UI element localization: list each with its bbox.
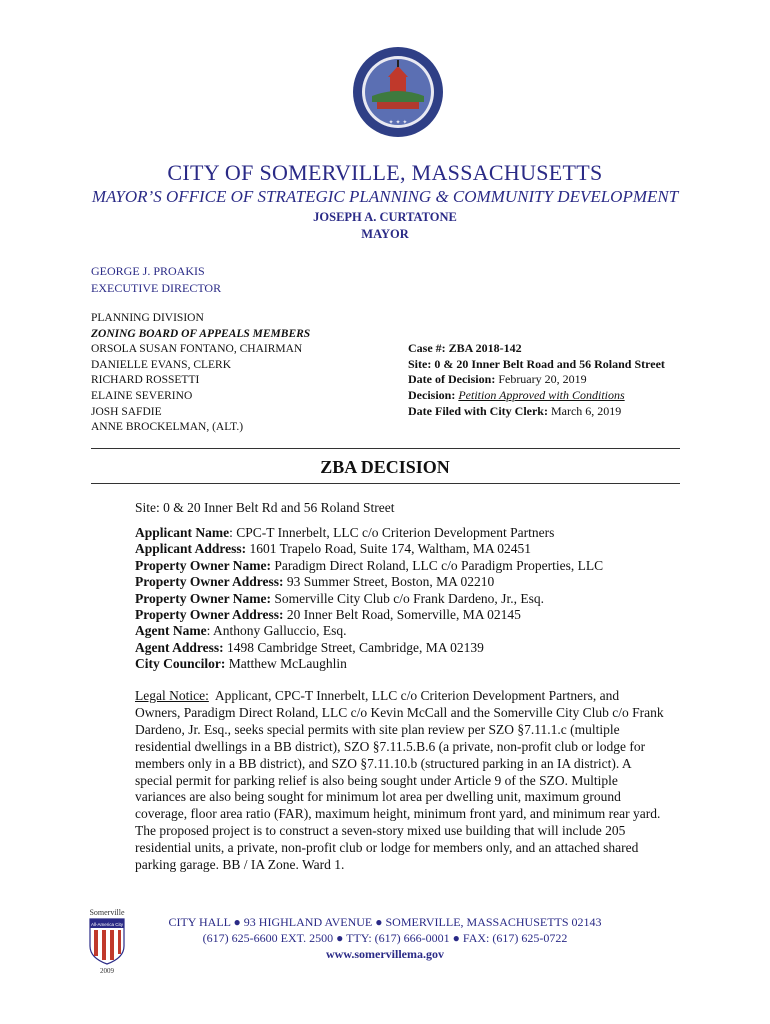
- party-label: Property Owner Name:: [135, 557, 271, 573]
- decision-label: Decision:: [408, 388, 456, 403]
- board-member: ELAINE SEVERINO: [91, 389, 193, 402]
- decision-date-label: Date of Decision:: [408, 372, 496, 387]
- party-label: Agent Address:: [135, 639, 224, 655]
- divider-bottom: [91, 483, 680, 484]
- party-value: Somerville City Club c/o Frank Dardeno, Jr., Esq.: [274, 590, 544, 606]
- decision-date: February 20, 2019: [498, 372, 587, 387]
- party-value: 1601 Trapelo Road, Suite 174, Waltham, MA 02451: [249, 541, 531, 557]
- case-info: [408, 341, 665, 420]
- city-title: CITY OF SOMERVILLE, MASSACHUSETTS: [167, 160, 603, 185]
- parties-block: [135, 525, 603, 673]
- party-row: [135, 591, 603, 607]
- party-separator: :: [229, 525, 237, 540]
- board-heading: ZONING BOARD OF APPEALS MEMBERS: [91, 327, 311, 340]
- director-name: GEORGE J. PROAKIS: [91, 264, 205, 278]
- legal-notice-label: Legal Notice:: [135, 688, 209, 703]
- board-member: RICHARD ROSSETTI: [91, 374, 200, 387]
- footer-website-link[interactable]: www.somervillema.gov: [326, 947, 444, 961]
- party-label: Applicant Name: [135, 525, 230, 540]
- legal-line: coverage, floor area ratio (FAR), maximum height, minimum front yard, and minimum rear yard.: [135, 806, 661, 822]
- party-label: Applicant Address:: [135, 541, 247, 557]
- party-label: Property Owner Address:: [135, 607, 284, 623]
- footer: [0, 914, 770, 962]
- party-label: Property Owner Address:: [135, 574, 284, 590]
- mayor-title: MAYOR: [361, 227, 409, 241]
- decision-value: Petition Approved with Conditions: [458, 388, 625, 403]
- filed-date: March 6, 2019: [550, 403, 622, 418]
- party-value: Matthew McLaughlin: [228, 656, 347, 672]
- party-value: CPC-T Innerbelt, LLC c/o Criterion Development Partners: [236, 525, 555, 540]
- site-value: 0 & 20 Inner Belt Road and 56 Roland Street: [434, 356, 665, 371]
- legal-line: special permit for parking relief is also being sought under Article 9 of the SZO. Multiple: [135, 772, 618, 788]
- party-value: 93 Summer Street, Boston, MA 02210: [286, 574, 495, 590]
- logo-year: 2009: [100, 967, 114, 974]
- legal-line: members only in a BB district), and SZO §7.11.10.b (structured parking in an IA district). A: [135, 755, 632, 771]
- office-title: MAYOR’S OFFICE OF STRATEGIC PLANNING & COMMUNITY DEVELOPMENT: [91, 187, 679, 206]
- svg-text:✦ ✦ ✦: ✦ ✦ ✦: [388, 119, 408, 126]
- party-row: [135, 558, 603, 574]
- party-label: Agent Name: [135, 623, 207, 639]
- legal-notice: [135, 688, 691, 874]
- footer-address: CITY HALL ● 93 HIGHLAND AVENUE ● SOMERVILLE, MASSACHUSETTS 02143: [168, 915, 602, 929]
- site-label: Site:: [408, 356, 432, 371]
- party-value: 20 Inner Belt Road, Somerville, MA 02145: [286, 607, 521, 623]
- legal-line: Applicant, CPC-T Innerbelt, LLC c/o Criterion Development Partners, and: [214, 688, 620, 703]
- board-block: [91, 311, 310, 436]
- site-line: Site: 0 & 20 Inner Belt Rd and 56 Roland Street: [135, 500, 395, 515]
- legal-line: Dardeno, Jr. Esq., seeks special permits with site plan review per SZO §7.11.1.c (multiple: [135, 721, 620, 737]
- case-number: ZBA 2018-142: [448, 341, 522, 355]
- logo-mid-text: All-America City: [90, 922, 124, 927]
- party-row: [135, 623, 603, 639]
- director-title: EXECUTIVE DIRECTOR: [91, 281, 222, 295]
- case-label: Case #:: [408, 341, 446, 355]
- party-value: Anthony Galluccio, Esq.: [213, 623, 347, 639]
- party-label: Property Owner Name:: [135, 590, 271, 606]
- party-row: [135, 607, 603, 623]
- legal-line: parking garage. BB / IA Zone. Ward 1.: [135, 857, 345, 873]
- board-member: ANNE BROCKELMAN, (ALT.): [91, 421, 244, 434]
- legal-line: residential dwellings in a BB district), SZO §7.11.5.B.6 (a private, non-profit club or lodge for: [135, 738, 646, 754]
- filed-label: Date Filed with City Clerk:: [408, 403, 548, 418]
- party-row: [135, 640, 603, 656]
- party-label: City Councilor:: [135, 656, 226, 672]
- mayor-name: JOSEPH A. CURTATONE: [313, 210, 457, 224]
- logo-top-text: Somerville: [89, 908, 125, 917]
- division-label: PLANNING DIVISION: [91, 312, 204, 324]
- legal-line: The proposed project is to construct a seven-story mixed use building that will include 205: [135, 823, 626, 839]
- party-value: Paradigm Direct Roland, LLC c/o Paradigm Properties, LLC: [274, 557, 604, 573]
- party-separator: :: [206, 623, 213, 639]
- party-row: [135, 525, 603, 541]
- party-row: [135, 541, 603, 557]
- board-member: DANIELLE EVANS, CLERK: [91, 358, 232, 371]
- footer-phones: (617) 625-6600 EXT. 2500 ● TTY: (617) 666-0001 ● FAX: (617) 625-0722: [202, 931, 568, 945]
- page-title: ZBA DECISION: [320, 457, 450, 477]
- legal-line: Owners, Paradigm Direct Roland, LLC c/o Kevin McCall and the Somerville City Club c/o Frank: [135, 704, 664, 720]
- party-row: [135, 656, 603, 672]
- divider-top: [91, 448, 680, 449]
- legal-line: residential units, a private, non-profit club or lodge for members only, and an attached shared: [135, 840, 639, 856]
- party-value: 1498 Cambridge Street, Cambridge, MA 02139: [227, 639, 484, 655]
- board-member: ORSOLA SUSAN FONTANO, CHAIRMAN: [91, 343, 303, 356]
- city-seal-logo: [352, 46, 444, 138]
- legal-line: variances are also being sought for minimum lot area per dwelling unit, maximum ground: [135, 789, 621, 805]
- party-row: [135, 574, 603, 590]
- board-member: JOSH SAFDIE: [91, 405, 162, 418]
